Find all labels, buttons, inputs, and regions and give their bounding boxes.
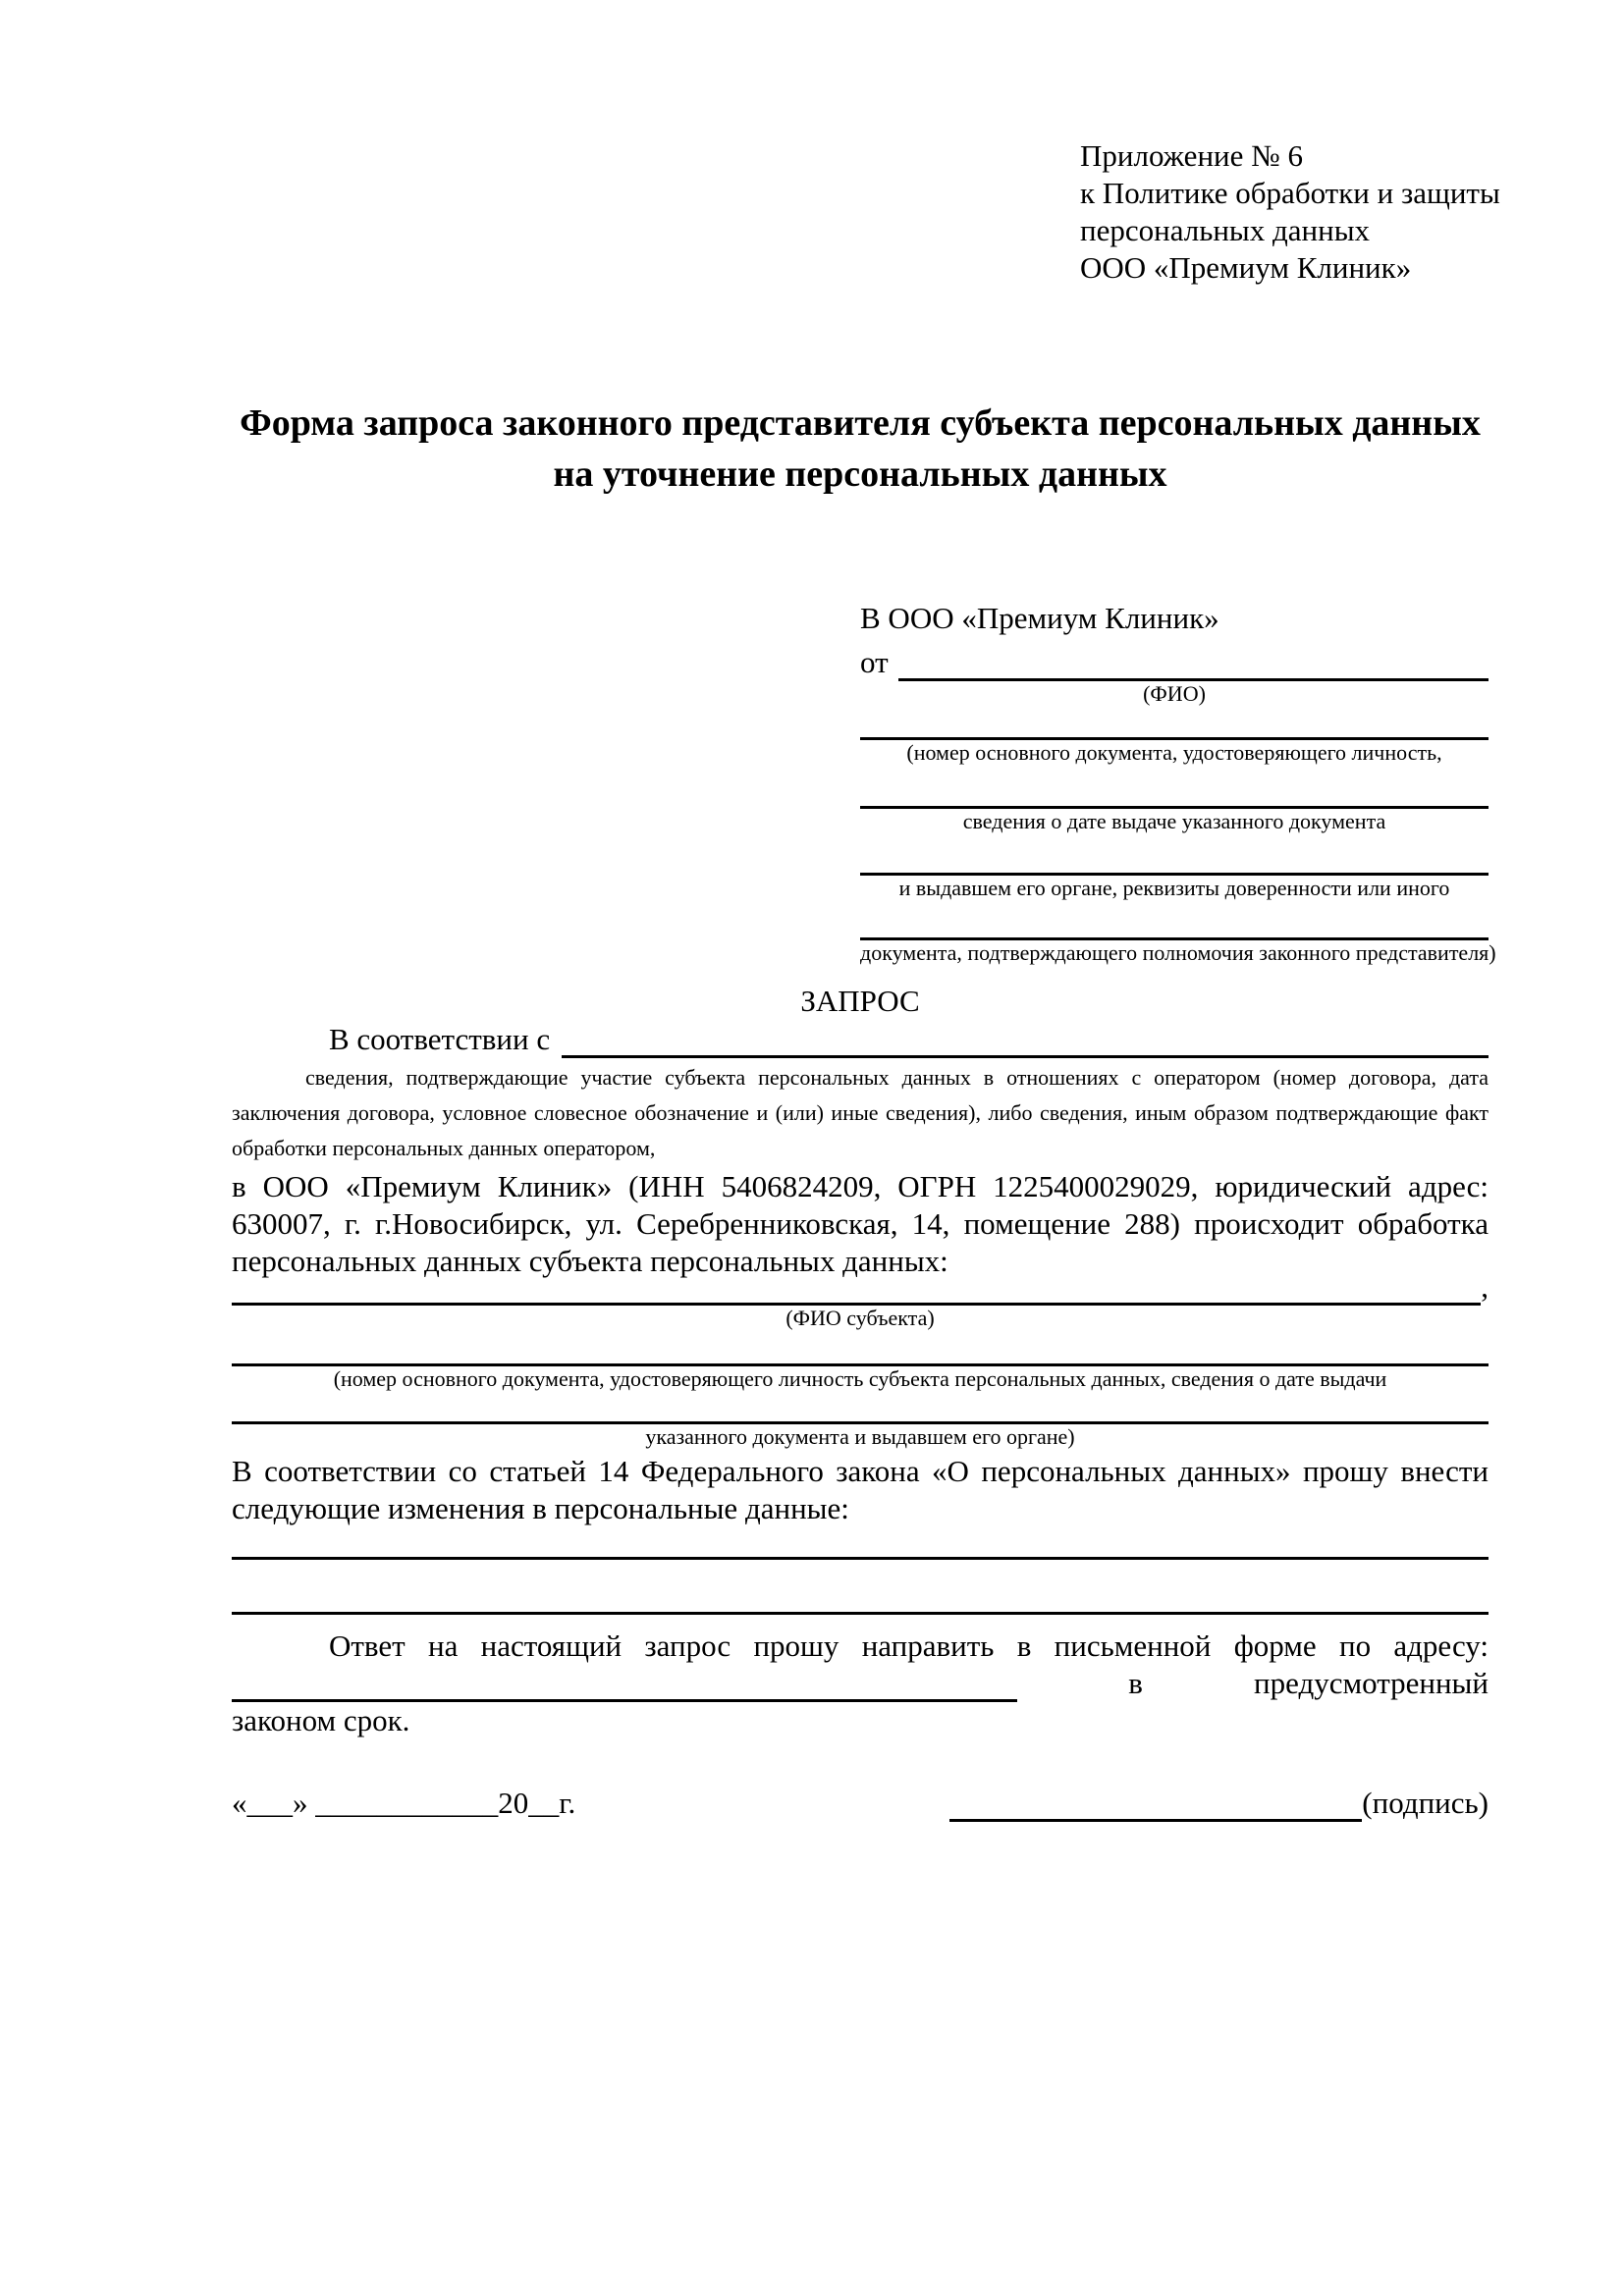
reply-word: предусмотренный — [1254, 1666, 1489, 1700]
request-heading: ЗАПРОС — [800, 984, 920, 1018]
reply-address-blank-line-row — [232, 1665, 1489, 1702]
subject-fio-comma: , — [1481, 1269, 1489, 1304]
signature-blank-line — [949, 1819, 1362, 1822]
from-label: от — [860, 645, 889, 679]
representative-doc-blank-line — [860, 834, 1489, 876]
representative-doc-caption-3: и выдавшем его органе, реквизиты доверенности или иного — [898, 876, 1450, 900]
amendment-blank-line-row — [232, 1527, 1489, 1560]
representative-doc-blank-line — [860, 766, 1489, 809]
document-title-line-2: на уточнение персональных данных — [553, 454, 1167, 495]
basis-blank-line — [562, 1055, 1489, 1058]
amendment-blank-line — [232, 1557, 1489, 1560]
signature-group — [949, 1785, 1489, 1822]
operator-paragraph: в ООО «Премиум Клиник» (ИНН 5406824209, ОГРН 1225400029029, юридический адрес: 630007, г. г.Новосибирск, ул. Серебренниковская, 14, помещение 288) происходит обработка персональных данных субъекта персональных данных: — [232, 1169, 1489, 1278]
representative-doc-caption-1: (номер основного документа, удостоверяющего личность, — [906, 740, 1442, 765]
amendment-paragraph: В соответствии со статьей 14 Федерального закона «О персональных данных» прошу внести следующие изменения в персональные данные: — [232, 1454, 1489, 1525]
reply-paragraph-line-1: Ответ на настоящий запрос прошу направить в письменной форме по адресу: — [329, 1629, 1489, 1663]
addressee-to: В ООО «Премиум Клиник» — [860, 601, 1219, 635]
date-signature-row — [232, 1785, 1489, 1822]
appendix-note-line: ООО «Премиум Клиник» — [1080, 250, 1412, 285]
representative-doc-blank-line — [860, 901, 1489, 940]
signature-caption: (подпись) — [1362, 1786, 1489, 1820]
document-title-line-1: Форма запроса законного представителя субъекта персональных данных — [240, 402, 1481, 444]
document-title — [232, 398, 1489, 500]
appendix-note-line: Приложение № 6 — [1080, 138, 1303, 173]
subject-doc-caption-2: указанного документа и выдавшем его органе) — [645, 1424, 1075, 1449]
basis-prefix: В соответствии с — [329, 1022, 551, 1056]
amendment-blank-line-row — [232, 1560, 1489, 1615]
request-body — [232, 982, 1489, 1739]
appendix-note-line: к Политике обработки и защиты — [1080, 176, 1500, 210]
addressee-block — [860, 599, 1496, 966]
appendix-note-line: персональных данных — [1080, 213, 1371, 247]
appendix-note — [1080, 137, 1502, 287]
reply-paragraph-line-3: законом срок. — [232, 1703, 410, 1737]
basis-caption: сведения, подтверждающие участие субъекта персональных данных в отношениях с оператором (номер договора, дата заключения договора, условное словесное обозначение и (или) иные сведения), либо сведения, иным образом подтверждающие факт обработки персональных данных оператором, — [232, 1065, 1489, 1160]
subject-fio-blank-line-row — [232, 1269, 1489, 1306]
representative-doc-caption-4: документа, подтверждающего полномочия законного представителя) — [860, 940, 1496, 965]
basis-field-row — [232, 1021, 1489, 1058]
representative-doc-blank-line — [860, 707, 1489, 740]
reply-word: в — [1128, 1666, 1143, 1700]
date-blank-text: «___» ____________20__г. — [232, 1786, 576, 1820]
from-field-row — [860, 638, 1489, 681]
representative-doc-caption-2: сведения о дате выдаче указанного документа — [962, 809, 1386, 833]
fio-caption: (ФИО) — [1143, 681, 1206, 706]
subject-doc-blank-line-row — [232, 1392, 1489, 1424]
subject-doc-caption-1: (номер основного документа, удостоверяющего личность субъекта персональных данных, сведения о дате выдачи — [333, 1366, 1387, 1391]
subject-doc-blank-line-row — [232, 1331, 1489, 1366]
amendment-blank-line — [232, 1612, 1489, 1615]
subject-fio-caption: (ФИО субъекта) — [785, 1306, 935, 1330]
